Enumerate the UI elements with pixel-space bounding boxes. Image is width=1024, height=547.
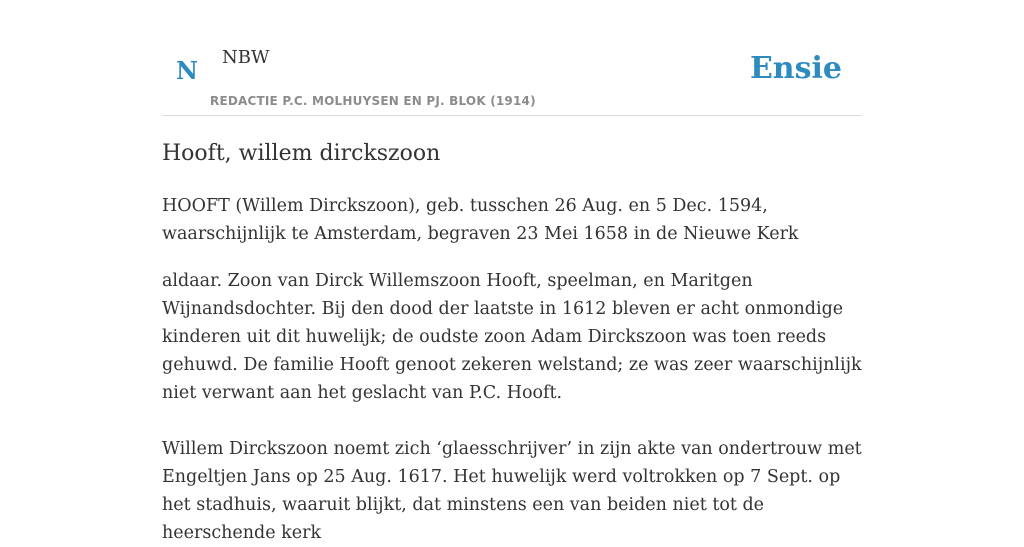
source-header	[162, 36, 862, 116]
article-title: Hooft, willem dirckszoon	[162, 141, 441, 166]
source-name[interactable]: NBW	[222, 47, 270, 68]
article-paragraph: HOOFT (Willem Dirckszoon), geb. tusschen 26 Aug. en 5 Dec. 1594, waarschijnlijk te Amsterdam, begraven 23 Mei 1658 in de Nieuwe Kerk	[162, 196, 799, 244]
brand-logo-link[interactable]: Ensie	[749, 51, 842, 86]
source-subtitle: REDACTIE P.C. MOLHUYSEN EN PJ. BLOK (1914)	[210, 94, 536, 108]
source-logo[interactable]: N	[176, 56, 198, 85]
article-paragraph: Willem Dircksz​oon noemt zich ‘glaesschrijver’ in zijn akte van ondertrouw met Engeltjen Jans op 25 Aug. 1617. Het huwelijk werd voltrokken op 7 Sept. op het stadhuis, waaruit blijkt, dat minstens een van beiden niet tot de heerschende kerk	[162, 439, 862, 543]
article-paragraph: aldaar. Zoon van Dirck Willemszoon Hooft, speelman, en Maritgen Wijnandsdochter. Bij den dood der laatste in 1612 bleven er acht onmondige kinderen uit dit huwelijk; de oudste zoon Adam Dirckszoon was toen reeds gehuwd. De familie Hooft genoot zekeren welstand; ze was zeer waarschijnlijk niet verwant aan het geslacht van P.C. Hooft.	[162, 271, 862, 403]
